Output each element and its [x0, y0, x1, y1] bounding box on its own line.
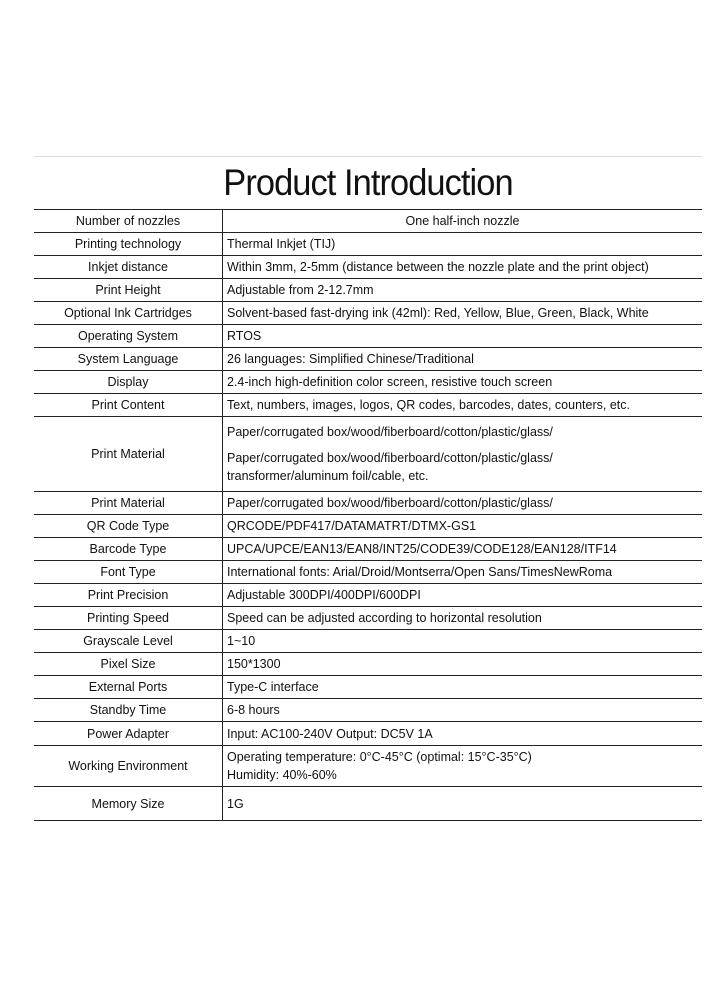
table-row	[34, 256, 702, 279]
table-row	[34, 515, 702, 538]
table-row	[34, 653, 702, 676]
row-label: Print Height	[34, 279, 223, 302]
row-label: Grayscale Level	[34, 630, 223, 653]
row-value: 26 languages: Simplified Chinese/Traditional	[223, 348, 703, 371]
row-label: Printing Speed	[34, 607, 223, 630]
row-value: 2.4-inch high-definition color screen, resistive touch screen	[223, 371, 703, 394]
spec-sheet	[34, 156, 702, 821]
row-label: Display	[34, 371, 223, 394]
table-row	[34, 371, 702, 394]
value-line: Operating temperature: 0°C-45°C (optimal: 15°C-35°C)	[227, 750, 532, 764]
table-row	[34, 561, 702, 584]
row-value: Adjustable from 2-12.7mm	[223, 279, 703, 302]
row-label: Pixel Size	[34, 653, 223, 676]
row-value: 6-8 hours	[223, 699, 703, 722]
row-label: QR Code Type	[34, 515, 223, 538]
row-value: Paper/corrugated box/wood/fiberboard/cotton/plastic/glass/	[223, 492, 703, 515]
row-value: Adjustable 300DPI/400DPI/600DPI	[223, 584, 703, 607]
row-label: Printing technology	[34, 233, 223, 256]
row-label: Power Adapter	[34, 722, 223, 746]
table-row	[34, 325, 702, 348]
row-label: Memory Size	[34, 787, 223, 821]
value-line: Paper/corrugated box/wood/fiberboard/cotton/plastic/glass/	[227, 425, 553, 439]
row-value: 1~10	[223, 630, 703, 653]
row-label: Barcode Type	[34, 538, 223, 561]
page-title: Product Introduction	[223, 162, 513, 203]
spacer	[227, 441, 698, 449]
row-label: Font Type	[34, 561, 223, 584]
table-row	[34, 492, 702, 515]
row-label: Print Precision	[34, 584, 223, 607]
table-row	[34, 584, 702, 607]
row-value: Solvent-based fast-drying ink (42ml): Red, Yellow, Blue, Green, Black, White	[223, 302, 703, 325]
row-label: Print Material	[34, 417, 223, 492]
table-row	[34, 233, 702, 256]
table-row	[34, 210, 702, 233]
table-row	[34, 787, 702, 821]
row-value: One half-inch nozzle	[223, 210, 703, 233]
table-row	[34, 348, 702, 371]
row-label: System Language	[34, 348, 223, 371]
row-value	[223, 746, 703, 787]
row-label: External Ports	[34, 676, 223, 699]
row-value: Speed can be adjusted according to horizontal resolution	[223, 607, 703, 630]
table-row	[34, 538, 702, 561]
table-row	[34, 394, 702, 417]
row-value: 150*1300	[223, 653, 703, 676]
row-label: Print Material	[34, 492, 223, 515]
table-row	[34, 607, 702, 630]
table-row	[34, 417, 702, 492]
row-value: QRCODE/PDF417/DATAMATRT/DTMX-GS1	[223, 515, 703, 538]
row-label: Optional Ink Cartridges	[34, 302, 223, 325]
table-row	[34, 699, 702, 722]
table-row	[34, 676, 702, 699]
row-value: Text, numbers, images, logos, QR codes, barcodes, dates, counters, etc.	[223, 394, 703, 417]
row-value: International fonts: Arial/Droid/Montserra/Open Sans/TimesNewRoma	[223, 561, 703, 584]
row-value: Thermal Inkjet (TIJ)	[223, 233, 703, 256]
row-value: RTOS	[223, 325, 703, 348]
table-row	[34, 279, 702, 302]
spec-table	[34, 209, 702, 821]
row-label: Print Content	[34, 394, 223, 417]
row-value: Type-C interface	[223, 676, 703, 699]
table-row	[34, 746, 702, 787]
row-label: Number of nozzles	[34, 210, 223, 233]
value-line: transformer/aluminum foil/cable, etc.	[227, 469, 429, 483]
row-label: Standby Time	[34, 699, 223, 722]
value-line: Paper/corrugated box/wood/fiberboard/cotton/plastic/glass/	[227, 451, 553, 465]
table-row	[34, 722, 702, 746]
row-value: Input: AC100-240V Output: DC5V 1A	[223, 722, 703, 746]
row-value	[223, 417, 703, 492]
row-label: Inkjet distance	[34, 256, 223, 279]
row-label: Working Environment	[34, 746, 223, 787]
row-value: UPCA/UPCE/EAN13/EAN8/INT25/CODE39/CODE128/EAN128/ITF14	[223, 538, 703, 561]
row-value: Within 3mm, 2-5mm (distance between the nozzle plate and the print object)	[223, 256, 703, 279]
table-row	[34, 630, 702, 653]
table-row	[34, 302, 702, 325]
value-line: Humidity: 40%-60%	[227, 768, 337, 782]
row-value: 1G	[223, 787, 703, 821]
row-label: Operating System	[34, 325, 223, 348]
